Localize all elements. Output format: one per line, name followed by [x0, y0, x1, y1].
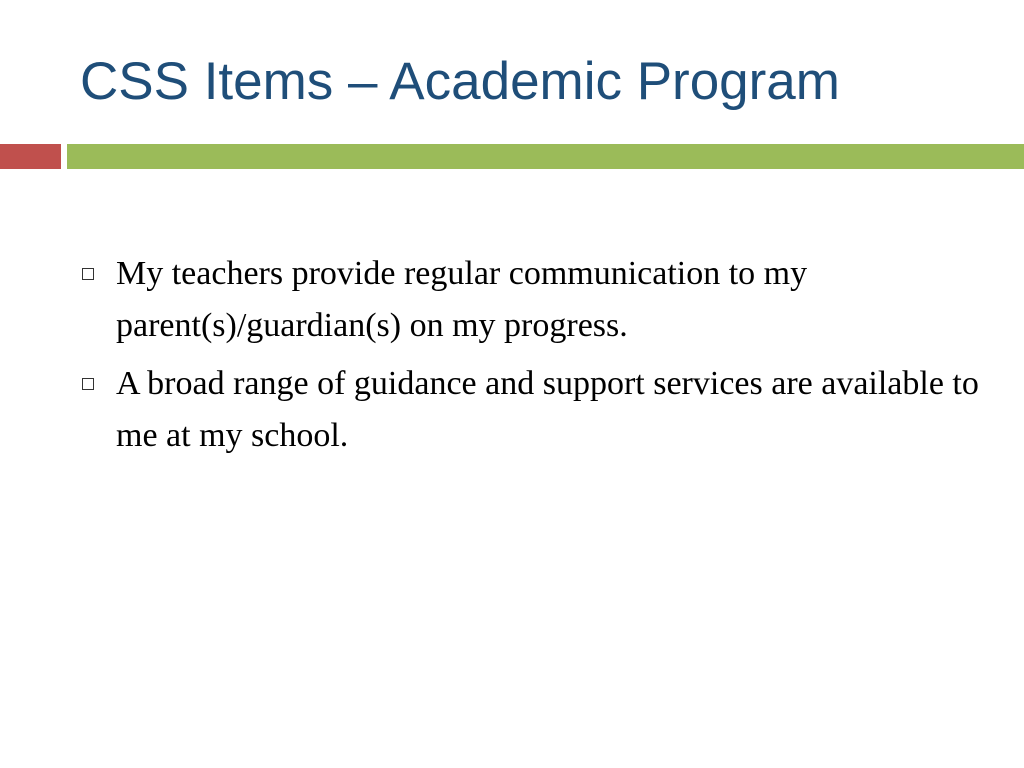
bullet-text: My teachers provide regular communication to my parent(s)/guardian(s) on my progress.	[116, 255, 808, 344]
title-underline-green-segment	[67, 144, 1024, 169]
bullet-text: A broad range of guidance and support services are available to me at my school.	[116, 365, 979, 454]
bullet-item	[80, 358, 980, 462]
bullet-item	[80, 248, 980, 352]
title-underline-red-segment	[0, 144, 61, 169]
hollow-square-bullet-icon	[82, 378, 94, 390]
slide-title: CSS Items – Academic Program	[80, 52, 840, 111]
hollow-square-bullet-icon	[82, 268, 94, 280]
bullet-list	[80, 248, 980, 468]
